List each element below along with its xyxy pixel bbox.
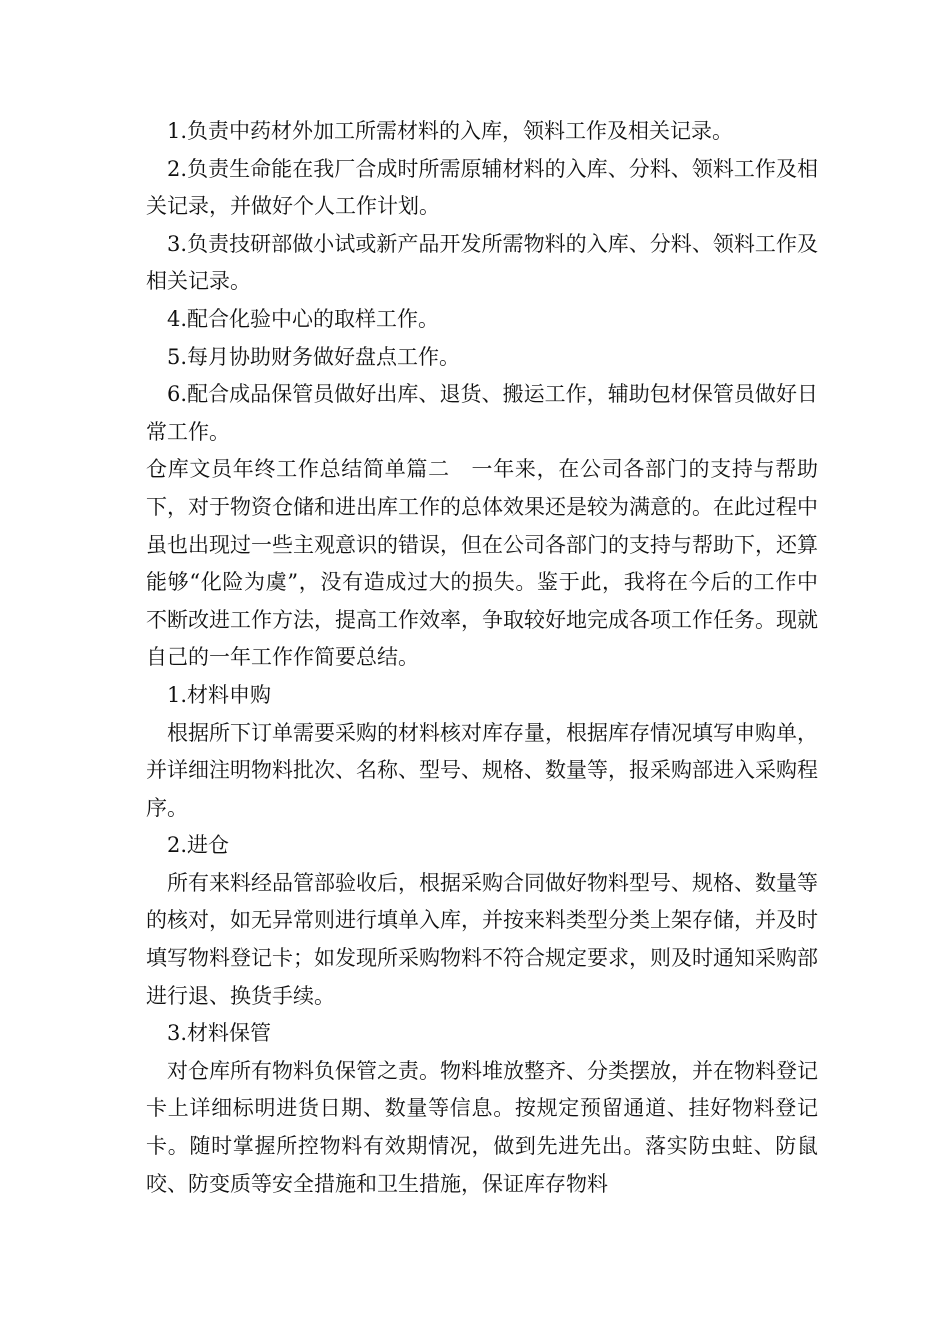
subheading-warehousing: 2.进仓 xyxy=(167,833,230,858)
paragraph-duty-2: 2.负责生命能在我厂合成时所需原辅材料的入库、分料、领料工作及相关记录，并做好个人工作计划。 xyxy=(146,156,818,219)
paragraph-duty-6: 6.配合成品保管员做好出库、退货、搬运工作，辅助包材保管员做好日常工作。 xyxy=(146,382,818,444)
subheading-material-purchase: 1.材料申购 xyxy=(167,682,272,707)
paragraph-warehousing: 所有来料经品管部验收后，根据采购合同做好物料型号、规格、数量等的核对，如无异常则进行填单入库，并按来料类型分类上架存储，并及时填写物料登记卡；如发现所采购物料不符合规定要求，则及时通知采购部进行退、换货手续。 xyxy=(146,870,818,1008)
paragraph-duty-4: 4.配合化验中心的取样工作。 xyxy=(167,306,440,331)
paragraph-material-storage: 对仓库所有物料负保管之责。物料堆放整齐、分类摆放，并在物料登记卡上详细标明进货日期、数量等信息。按规定预留通道、挂好物料登记卡。随时掌握所控物料有效期情况，做到先进先出。落实防虫蛀、防鼠咬、防变质等安全措施和卫生措施，保证库存物料 xyxy=(146,1058,818,1196)
section-heading-paragraph: 仓库文员年终工作总结简单篇二 一年来，在公司各部门的支持与帮助下，对于物资仓储和进出库工作的总体效果还是较为满意的。在此过程中虽也出现过一些主观意识的错误，但在公司各部门的支持与帮助下，还算能够“化险为虞”，没有造成过大的损失。鉴于此，我将在今后的工作中不断改进工作方法，提高工作效率，争取较好地完成各项工作任务。现就自己的一年工作作简要总结。 xyxy=(146,457,818,670)
paragraph-duty-3: 3.负责技研部做小试或新产品开发所需物料的入库、分料、领料工作及相关记录。 xyxy=(146,231,818,294)
paragraph-duty-5: 5.每月协助财务做好盘点工作。 xyxy=(167,344,461,369)
paragraph-material-purchase: 根据所下订单需要采购的材料核对库存量，根据库存情况填写申购单，并详细注明物料批次、名称、型号、规格、数量等，报采购部进入采购程序。 xyxy=(146,720,818,820)
document-body xyxy=(146,113,818,1203)
paragraph-duty-1: 1.负责中药材外加工所需材料的入库，领料工作及相关记录。 xyxy=(167,119,734,143)
subheading-material-storage: 3.材料保管 xyxy=(167,1021,272,1046)
